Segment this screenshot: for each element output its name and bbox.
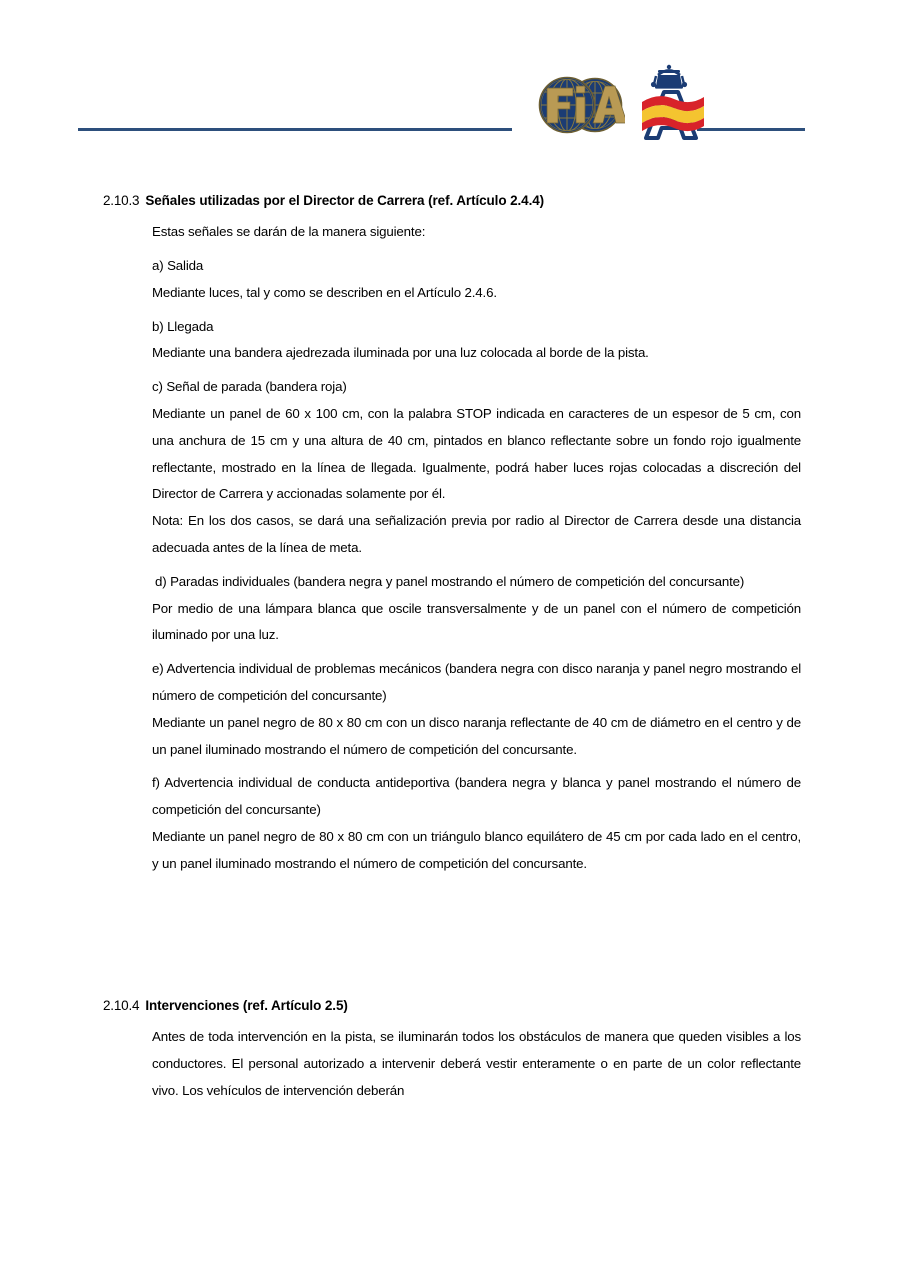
- paragraph-c-note: Nota: En los dos casos, se dará una señalización previa por radio al Director de Carrera desde una distancia adecuada antes de la línea de meta.: [152, 513, 801, 555]
- section-number: 2.10.3: [103, 193, 140, 208]
- paragraph-e-body: Mediante un panel negro de 80 x 80 cm con un disco naranja reflectante de 40 cm de diámetro en el centro y de un panel iluminado mostrando el número de competición del concursante.: [152, 714, 801, 757]
- paragraph-a-body: Mediante luces, tal y como se describen en el Artículo 2.4.6.: [152, 284, 497, 300]
- paragraph-d-body: Por medio de una lámpara blanca que oscile transversalmente y de un panel con el número de competición iluminado por una luz.: [152, 600, 801, 643]
- list-item-f: f) Advertencia individual de conducta antideportiva (bandera negra y blanca y panel mostrando el número de competición del concursante): [152, 775, 801, 818]
- rfeda-logo: [638, 64, 710, 140]
- paragraph-f-body: Mediante un panel negro de 80 x 80 cm con un triángulo blanco equilátero de 45 cm por cada lado en el centro, y un panel iluminado mostrando el número de competición del concursante.: [152, 828, 801, 871]
- section-2-10-3: [103, 192, 803, 878]
- spanish-flag-ribbon: [642, 96, 704, 131]
- paragraph-c-body: Mediante un panel de 60 x 100 cm, con la palabra STOP indicada en caracteres de un espesor de 5 cm, con una anchura de 15 cm y una altura de 40 cm, pintados en blanco reflectante sobre un fondo rojo igualmente reflectante, mostrado en la línea de llegada. Igualmente, podrá haber luces rojas colocadas a discreción del Director de Carrera y accionadas solamente por él.: [152, 406, 801, 502]
- list-item-b: b) Llegada: [152, 318, 214, 334]
- list-item-d: d) Paradas individuales (bandera negra y panel mostrando el número de competición del concursante): [155, 573, 745, 589]
- section-title: Señales utilizadas por el Director de Carrera (ref. Artículo 2.4.4): [145, 193, 545, 208]
- header-rule-right: [697, 128, 805, 131]
- header-rule-left: [78, 128, 512, 131]
- section-2-10-4: [103, 997, 803, 1105]
- paragraph-intro: Estas señales se darán de la manera siguiente:: [152, 224, 426, 240]
- section-number: 2.10.4: [103, 998, 140, 1013]
- fia-logo: [533, 76, 625, 134]
- section-title: Intervenciones (ref. Artículo 2.5): [145, 998, 348, 1013]
- page-header: [0, 0, 905, 150]
- crown-icon: [651, 65, 687, 89]
- list-item-a: a) Salida: [152, 258, 204, 274]
- list-item-e: e) Advertencia individual de problemas mecánicos (bandera negra con disco naranja y panel negro mostrando el número de competición del concursante): [152, 661, 801, 703]
- paragraph-intervenciones: Antes de toda intervención en la pista, se iluminarán todos los obstáculos de manera que queden visibles a los conductores. El personal autorizado a intervenir deberá vestir enteramente o en parte de un color reflectante vivo. Los vehículos de intervención deberán: [152, 1029, 801, 1098]
- section-body: [152, 219, 801, 877]
- section-heading: [103, 192, 803, 210]
- list-item-c: c) Señal de parada (bandera roja): [152, 379, 347, 395]
- section-heading: [103, 997, 803, 1015]
- section-body: [152, 1024, 801, 1104]
- paragraph-b-body: Mediante una bandera ajedrezada iluminada por una luz colocada al borde de la pista.: [152, 345, 649, 361]
